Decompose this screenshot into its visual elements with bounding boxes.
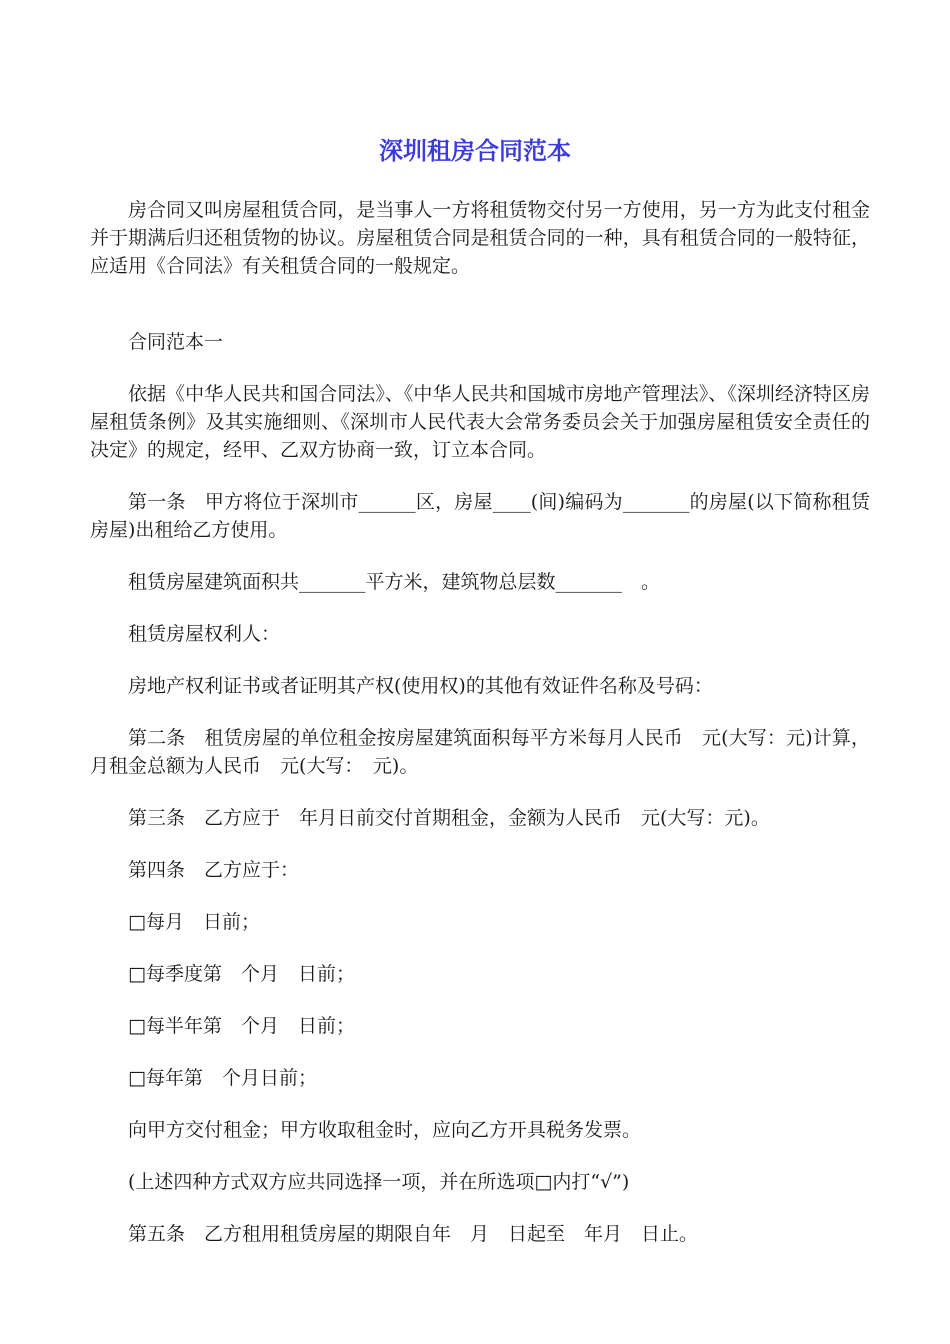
payment-option: □每季度第 个月 日前；: [128, 963, 355, 985]
intro-paragraph: 房合同又叫房屋租赁合同，是当事人一方将租赁物交付另一方使用，另一方为此支付租金并于期满后归还租赁物的协议。房屋租赁合同是租赁合同的一种，具有租赁合同的一般特征，应适用《合同法》有关租赁合同的一般规定。: [90, 199, 870, 277]
section-heading: 合同范本一: [128, 331, 224, 353]
clause-paragraph: 租赁房屋建筑面积共_______平方米，建筑物总层数_______ 。: [128, 571, 661, 593]
clause-paragraph: 租赁房屋权利人：: [128, 623, 281, 645]
clause-paragraph: 第五条 乙方租用租赁房屋的期限自年 月 日起至 年月 日止。: [128, 1223, 699, 1245]
preamble-paragraph: 依据《中华人民共和国合同法》、《中华人民共和国城市房地产管理法》、《深圳经济特区房屋租赁条例》及其实施细则、《深圳市人民代表大会常务委员会关于加强房屋租赁安全责任的决定》的规定，经甲、乙双方协商一致，订立本合同。: [90, 383, 870, 461]
clause-paragraph: 第一条 甲方将位于深圳市______区，房屋____(间)编码为_______的房屋(以下简称租赁房屋)出租给乙方使用。: [90, 491, 870, 541]
clause-paragraph: 第三条 乙方应于 年月日前交付首期租金，金额为人民币 元(大写：元)。: [128, 807, 770, 829]
clause-paragraph: 第二条 租赁房屋的单位租金按房屋建筑面积每平方米每月人民币 元(大写：元)计算，月租金总额为人民币 元(大写： 元)。: [90, 727, 870, 777]
clause-paragraph: 房地产权利证书或者证明其产权(使用权)的其他有效证件名称及号码：: [128, 675, 713, 697]
payment-option: □每月 日前；: [128, 911, 260, 933]
payment-option: □每半年第 个月 日前；: [128, 1015, 355, 1037]
clause-note: (上述四种方式双方应共同选择一项，并在所选项□内打“√”): [128, 1171, 630, 1193]
payment-option: □每年第 个月日前；: [128, 1067, 317, 1089]
document-title: 深圳租房合同范本: [379, 137, 571, 165]
clause-paragraph: 第四条 乙方应于：: [128, 859, 300, 881]
document-body: [90, 196, 870, 1248]
clause-paragraph: 向甲方交付租金；甲方收取租金时，应向乙方开具税务发票。: [128, 1119, 642, 1141]
